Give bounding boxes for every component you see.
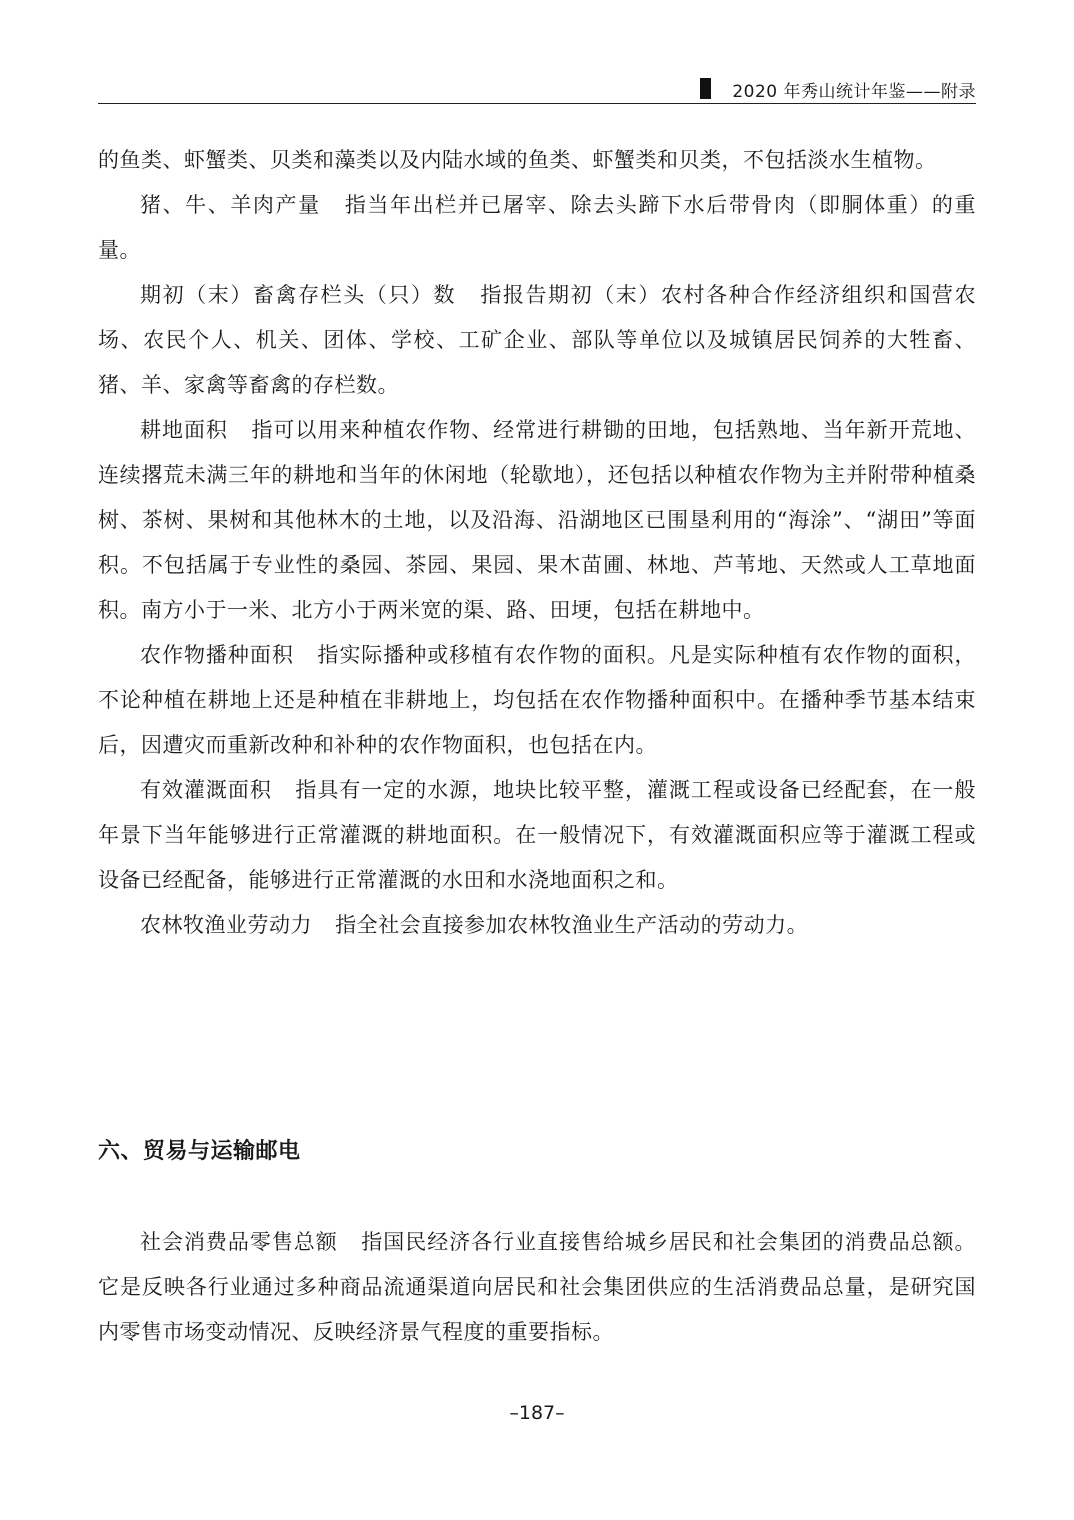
page-number: –187– (509, 1402, 565, 1424)
definition-text: 指全社会直接参加农林牧渔业生产活动的劳动力。 (335, 913, 809, 937)
definition-text: 指具有一定的水源，地块比较平整，灌溉工程或设备已经配套，在一般年景下当年能够进行正常灌溉的耕地面积。在一般情况下，有效灌溉面积应等于灌溉工程或设备已经配备，能够进行正常灌溉的水田和水浇地面积之和。 (98, 778, 977, 892)
definition-term: 期初（末）畜禽存栏头（只）数 (140, 283, 457, 307)
page-header (98, 76, 976, 104)
definition-irrigated-area (98, 768, 976, 903)
definition-term: 猪、牛、羊肉产量 (140, 193, 321, 217)
definition-livestock-stock (98, 273, 976, 408)
definition-text: 指当年出栏并已屠宰、除去头蹄下水后带骨肉（即胴体重）的重量。 (98, 193, 977, 262)
definition-term: 有效灌溉面积 (140, 778, 272, 802)
definition-retail-sales (98, 1220, 976, 1355)
paragraph-text: 的鱼类、虾蟹类、贝类和藻类以及内陆水域的鱼类、虾蟹类和贝类，不包括淡水生植物。 (98, 148, 937, 172)
definition-sown-area (98, 633, 976, 768)
definition-text: 指国民经济各行业直接售给城乡居民和社会集团的消费品总额。它是反映各行业通过多种商品流通渠道向居民和社会集团供应的生活消费品总量，是研究国内零售市场变动情况、反映经济景气程度的重要指标。 (98, 1230, 976, 1344)
definition-term: 耕地面积 (140, 418, 228, 442)
definition-agri-labor (98, 903, 976, 948)
definition-cultivated-land (98, 408, 976, 633)
paragraph-continuation (98, 138, 976, 183)
definition-text: 指报告期初（末）农村各种合作经济组织和国营农场、农民个人、机关、团体、学校、工矿企业、部队等单位以及城镇居民饲养的大牲畜、猪、羊、家禽等畜禽的存栏数。 (98, 283, 977, 397)
definition-term: 农林牧渔业劳动力 (140, 913, 312, 937)
header-title: 2020 年秀山统计年鉴——附录 (732, 82, 976, 102)
header-block-mark (700, 78, 711, 99)
definition-term: 农作物播种面积 (140, 643, 294, 667)
section-content (98, 1220, 976, 1355)
section-heading: 六、贸易与运输邮电 (98, 1139, 301, 1164)
main-content (98, 138, 976, 948)
definition-text: 指可以用来种植农作物、经常进行耕锄的田地，包括熟地、当年新开荒地、连续撂荒未满三年的耕地和当年的休闲地（轮歇地），还包括以种植农作物为主并附带种植桑树、茶树、果树和其他林木的土地，以及沿海、沿湖地区已围垦利用的“海涂”、“湖田”等面积。不包括属于专业性的桑园、茶园、果园、果木苗圃、林地、芦苇地、天然或人工草地面积。南方小于一米、北方小于两米宽的渠、路、田埂，包括在耕地中。 (98, 418, 977, 622)
definition-term: 社会消费品零售总额 (140, 1230, 338, 1254)
definition-meat-output (98, 183, 976, 273)
definition-text: 指实际播种或移植有农作物的面积。凡是实际种植有农作物的面积，不论种植在耕地上还是种植在非耕地上，均包括在农作物播种面积中。在播种季节基本结束后，因遭灾而重新改种和补种的农作物面积，也包括在内。 (98, 643, 977, 757)
